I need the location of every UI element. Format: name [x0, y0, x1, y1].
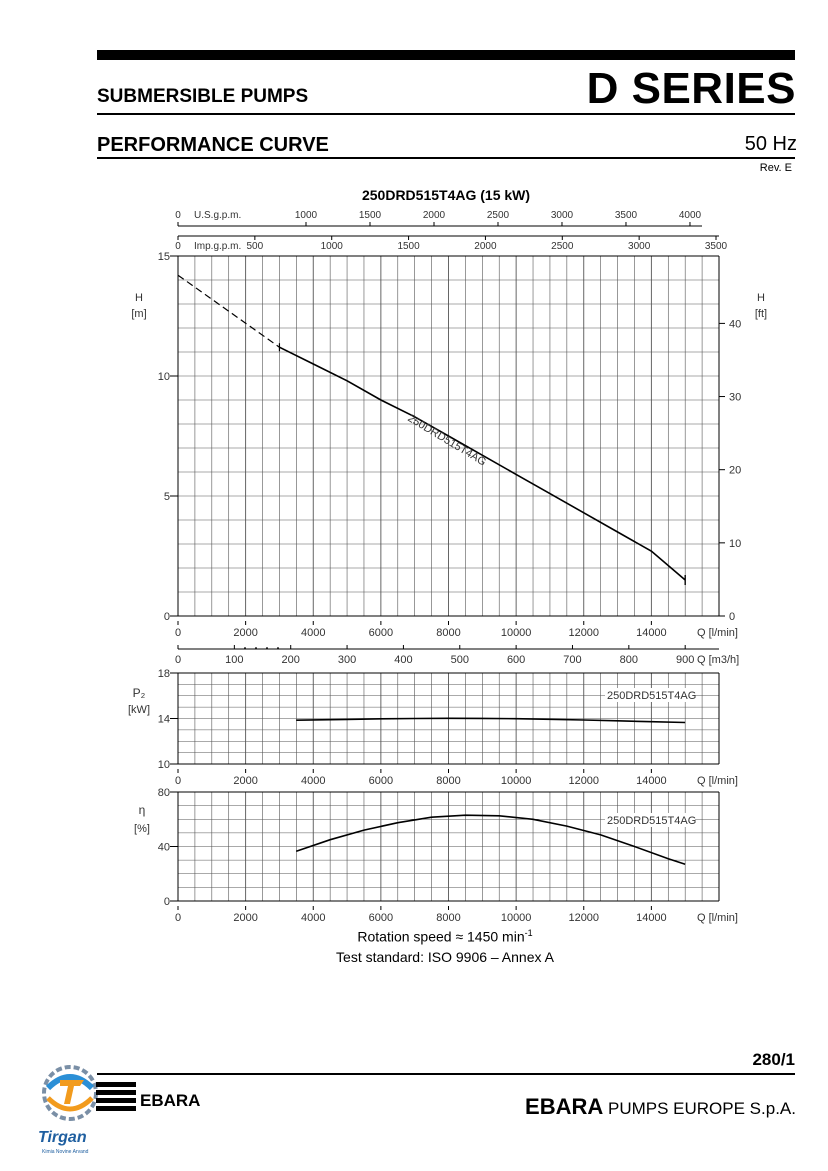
power-xtick-label: 12000	[568, 775, 600, 787]
head-ytick-label: 15	[157, 251, 170, 263]
head-xtick-label: 6000	[368, 627, 394, 639]
head-xtick-label: 14000	[636, 627, 667, 639]
power-xtick-label: 2000	[233, 775, 258, 787]
head-ft-tick-label: 0	[729, 611, 736, 623]
usgpm-tick-label: 3500	[614, 210, 638, 221]
frequency-label: 50 Hz	[744, 133, 797, 155]
head-xtick-label: 2000	[233, 627, 258, 639]
usgpm-tick-label: 3000	[550, 210, 574, 221]
revision-label: Rev. E	[759, 162, 792, 174]
eff-xtick-label: 0	[174, 912, 182, 924]
rotation-text: Rotation speed ≈ 1450 min	[357, 928, 525, 945]
impgpm-tick-label: 3500	[704, 241, 728, 252]
impgpm-tick-label: 3000	[628, 241, 651, 252]
eff-xtick-label: 4000	[301, 912, 326, 924]
m3h-axis-dot	[244, 647, 246, 649]
impgpm-tick-label: 0	[175, 241, 181, 252]
impgpm-label: Imp.g.p.m.	[194, 241, 242, 252]
company-brand: EBARA	[525, 1094, 604, 1119]
impgpm-tick-label: 1000	[320, 241, 343, 252]
m3h-axis-dot	[255, 647, 257, 649]
eff-xtick-label: 8000	[436, 912, 461, 924]
eff-xtick-label: 6000	[368, 912, 394, 924]
usgpm-tick-label: 0	[175, 210, 181, 221]
power-ytick-label: 10	[157, 759, 170, 771]
power-xtick-label: 10000	[500, 775, 532, 787]
category-title: SUBMERSIBLE PUMPS	[97, 86, 309, 107]
impgpm-tick-label: 2500	[551, 241, 574, 252]
m3h-tick-label: 500	[450, 654, 469, 666]
power-xtick-label: 8000	[436, 775, 461, 787]
impgpm-tick-label: 1500	[397, 241, 420, 252]
m3h-tick-label: 0	[174, 654, 182, 666]
head-ytick-label: 10	[157, 371, 170, 383]
usgpm-label: U.S.g.p.m.	[194, 210, 242, 221]
impgpm-tick-label: 2000	[474, 241, 497, 252]
eff-ytick-label: 80	[157, 787, 170, 799]
head-curve-label: 250DRD515T4AG	[405, 412, 489, 469]
chart-title: 250DRD515T4AG (15 kW)	[361, 187, 531, 203]
eff-xtick-label: 14000	[636, 912, 667, 924]
usgpm-tick-label: 2500	[486, 210, 510, 221]
m3h-tick-label: 300	[337, 654, 357, 666]
eff-xtick-label: 10000	[500, 912, 532, 924]
ebara-logo	[96, 1082, 200, 1111]
company-name	[525, 1094, 796, 1120]
usgpm-tick-label: 1000	[294, 210, 318, 221]
m3h-tick-label: 900	[676, 654, 695, 666]
m3h-axis-dot	[266, 647, 268, 649]
logos	[34, 1058, 214, 1158]
m3h-label: Q [m3/h]	[697, 654, 740, 666]
power-curve-label: 250DRD515T4AG	[607, 690, 697, 702]
head-xtick-label: 12000	[568, 627, 600, 639]
head-ylabel-right-symbol: H	[757, 292, 765, 304]
head-xtick-label: 10000	[500, 627, 532, 639]
power-xtick-label: 6000	[368, 775, 394, 787]
eff-ylabel-unit: [%]	[134, 823, 150, 835]
m3h-tick-label: 600	[506, 654, 526, 666]
head-ft-tick-label: 20	[729, 464, 742, 477]
power-ylabel-unit: [kW]	[128, 704, 150, 716]
eff-ylabel-symbol: η	[138, 803, 146, 817]
eff-xtick-label: 2000	[233, 912, 258, 924]
tirgan-tagline: Kimia Novine Arvand	[42, 1149, 89, 1155]
m3h-tick-label: 400	[394, 654, 413, 666]
head-xtick-label: 4000	[301, 627, 326, 639]
power-ylabel-symbol: P₂	[132, 686, 146, 700]
company-rest: PUMPS EUROPE S.p.A.	[603, 1099, 796, 1118]
m3h-tick-label: 800	[619, 654, 639, 666]
power-ytick-label: 14	[157, 713, 170, 726]
eff-xlabel: Q [l/min]	[697, 912, 738, 924]
power-xtick-label: 4000	[301, 775, 326, 787]
page-number: 280/1	[752, 1050, 795, 1069]
head-ylabel-symbol: H	[135, 292, 143, 304]
usgpm-tick-label: 2000	[422, 210, 446, 221]
head-ytick-label: 5	[163, 491, 170, 503]
head-xtick-label: 0	[174, 627, 182, 639]
head-ylabel-unit: [m]	[131, 308, 147, 320]
usgpm-tick-label: 1500	[358, 210, 382, 221]
tirgan-logo-text: Tirgan	[38, 1129, 87, 1146]
m3h-tick-label: 700	[563, 654, 582, 666]
power-xtick-label: 0	[174, 775, 182, 787]
tirgan-logo	[38, 1067, 96, 1155]
power-xtick-label: 14000	[636, 775, 667, 787]
ebara-logo-text: EBARA	[140, 1091, 201, 1110]
head-ylabel-right-unit: [ft]	[754, 308, 768, 320]
eff-ytick-label: 0	[163, 896, 170, 908]
series-title: D SERIES	[586, 64, 796, 113]
m3h-tick-label: 100	[225, 654, 244, 666]
head-ytick-label: 0	[163, 611, 170, 623]
power-curve	[296, 718, 685, 722]
head-ft-tick-label: 30	[729, 391, 742, 404]
eff-xtick-label: 12000	[568, 912, 600, 924]
chart-root	[128, 187, 767, 924]
head-ft-tick-label: 40	[729, 318, 742, 331]
head-ft-tick-label: 10	[729, 537, 742, 550]
power-xlabel: Q [l/min]	[697, 775, 738, 787]
rotation-speed	[0, 928, 828, 945]
eff-ytick-label: 40	[157, 841, 170, 854]
head-xlabel: Q [l/min]	[697, 627, 738, 639]
section-title: PERFORMANCE CURVE	[97, 134, 329, 156]
rotation-unit-exponent: -1	[524, 928, 533, 938]
usgpm-tick-label: 4000	[678, 210, 702, 221]
power-ytick-label: 18	[157, 668, 170, 680]
head-xtick-label: 8000	[436, 627, 461, 639]
m3h-axis-dot	[277, 647, 279, 649]
impgpm-tick-label: 500	[246, 241, 264, 252]
eff-curve-label: 250DRD515T4AG	[607, 815, 697, 827]
test-standard: Test standard: ISO 9906 – Annex A	[336, 949, 554, 965]
m3h-tick-label: 200	[281, 654, 300, 666]
